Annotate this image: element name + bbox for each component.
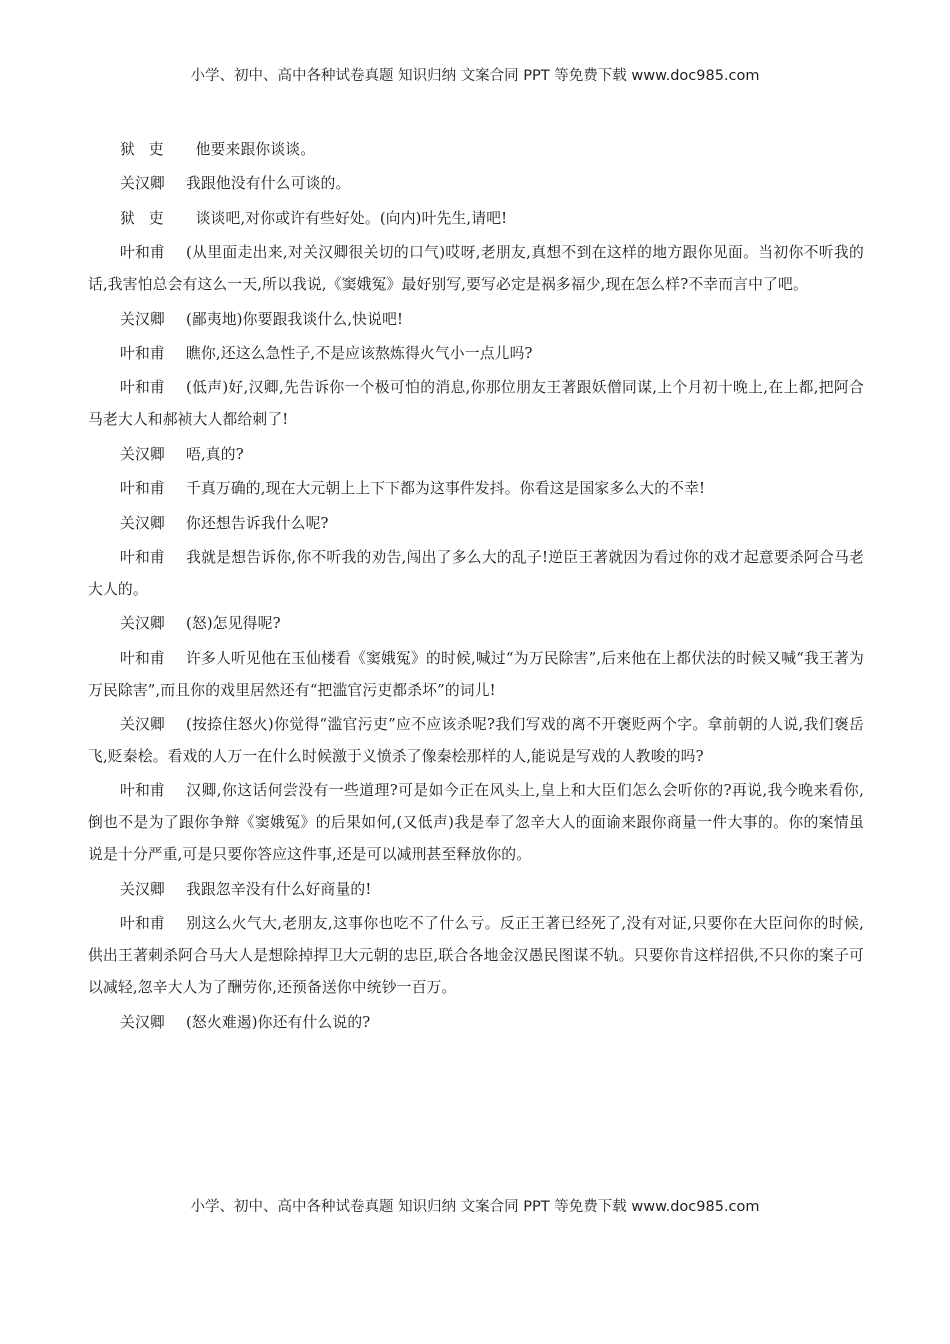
dialogue-text: 千真万确的,现在大元朝上上下下都为这事件发抖。你看这是国家多么大的不幸!	[186, 480, 706, 498]
dialogue-text: (怒)怎见得呢?	[186, 615, 281, 633]
speaker-name: 关汉卿	[120, 445, 165, 463]
speaker-name: 叶和甫	[120, 915, 165, 933]
speaker-name: 关汉卿	[120, 716, 165, 734]
dialogue-line	[88, 203, 864, 235]
speaker-name: 叶和甫	[120, 782, 165, 800]
dialogue-text: (鄙夷地)你要跟我谈什么,快说吧!	[186, 310, 404, 328]
dialogue-text: 瞧你,还这么急性子,不是应该熬炼得火气小一点儿吗?	[186, 344, 533, 362]
speaker-name: 关汉卿	[120, 175, 165, 193]
dialogue-line	[88, 908, 864, 1004]
speaker-name: 狱吏	[120, 209, 178, 227]
dialogue-line	[88, 608, 864, 640]
speaker-name: 狱吏	[120, 141, 178, 158]
dialogue-line	[88, 237, 864, 301]
dialogue-text: (从里面走出来,对关汉卿很关切的口气)哎呀,老朋友,真想不到在这样的地方跟你见面。当初你不听我的话,我害怕总会有这么一天,所以我说,《窦娥冤》最好别写,要写必定是祸多福少,现在怎么样?不幸而言中了吧。	[88, 244, 864, 294]
dialogue-text: 唔,真的?	[186, 445, 244, 463]
dialogue-line	[88, 874, 864, 906]
speaker-name: 叶和甫	[120, 379, 165, 397]
dialogue-text: 我跟他没有什么可谈的。	[186, 175, 351, 193]
page-header: 小学、初中、高中各种试卷真题 知识归纳 文案合同 PPT 等免费下载 www.doc985.com	[190, 68, 760, 84]
dialogue-line	[88, 304, 864, 336]
speaker-name: 关汉卿	[120, 880, 165, 898]
dialogue-text: 谈谈吧,对你或许有些好处。(向内)叶先生,请吧!	[195, 209, 508, 227]
speaker-name: 关汉卿	[120, 514, 165, 532]
dialogue-line	[88, 338, 864, 370]
speaker-name: 叶和甫	[120, 480, 165, 498]
dialogue-line	[88, 775, 864, 871]
dialogue-line	[88, 473, 864, 505]
speaker-name: 关汉卿	[120, 1013, 165, 1031]
speaker-name: 叶和甫	[120, 344, 165, 362]
dialogue-line	[88, 134, 864, 166]
dialogue-line	[88, 508, 864, 540]
dialogue-text: 我就是想告诉你,你不听我的劝告,闯出了多么大的乱子!逆臣王著就因为看过你的戏才起意要杀阿合马老大人的。	[88, 548, 864, 598]
speaker-name: 关汉卿	[120, 310, 165, 328]
dialogue-line	[88, 709, 864, 773]
script-dialogue	[88, 134, 864, 1041]
dialogue-text: (按捺住怒火)你觉得“滥官污吏”应不应该杀呢?我们写戏的离不开褒贬两个字。拿前朝的人说,我们褒岳飞,贬秦桧。看戏的人万一在什么时候激于义愤杀了像秦桧那样的人,能说是写戏的人教唆的吗?	[88, 716, 864, 766]
dialogue-text: 许多人听见他在玉仙楼看《窦娥冤》的时候,喊过“为万民除害”,后来他在上都伏法的时候又喊“我王著为万民除害”,而且你的戏里居然还有“把滥官污吏都杀坏”的词儿!	[88, 649, 864, 699]
speaker-name: 叶和甫	[120, 244, 165, 262]
dialogue-text: 汉卿,你这话何尝没有一些道理?可是如今正在风头上,皇上和大臣们怎么会听你的?再说,我今晚来看你,倒也不是为了跟你争辩《窦娥冤》的后果如何,(又低声)我是奉了忽辛大人的面谕来跟你商量一件大事的。你的案情虽说是十分严重,可是只要你答应这件事,还是可以减刑甚至释放你的。	[88, 782, 864, 864]
speaker-name: 叶和甫	[120, 649, 165, 667]
dialogue-line	[88, 643, 864, 707]
dialogue-line	[88, 1007, 864, 1039]
dialogue-text: 我跟忽辛没有什么好商量的!	[186, 880, 372, 898]
speaker-name: 关汉卿	[120, 615, 165, 633]
dialogue-text: (怒火难遏)你还有什么说的?	[186, 1013, 371, 1031]
dialogue-text: 你还想告诉我什么呢?	[186, 514, 329, 532]
dialogue-text: 别这么火气大,老朋友,这事你也吃不了什么亏。反正王著已经死了,没有对证,只要你在大臣问你的时候,供出王著刺杀阿合马大人是想除掉捍卫大元朝的忠臣,联合各地金汉愚民图谋不轨。只要你肯这样招供,不只你的案子可以减轻,忽辛大人为了酬劳你,还预备送你中统钞一百万。	[88, 915, 864, 997]
dialogue-line	[88, 439, 864, 471]
dialogue-line	[88, 168, 864, 200]
dialogue-text: 他要来跟你谈谈。	[195, 141, 316, 158]
page-footer: 小学、初中、高中各种试卷真题 知识归纳 文案合同 PPT 等免费下载 www.doc985.com	[190, 1199, 760, 1215]
dialogue-line	[88, 542, 864, 606]
speaker-name: 叶和甫	[120, 548, 165, 566]
dialogue-text: (低声)好,汉卿,先告诉你一个极可怕的消息,你那位朋友王著跟妖僧同谋,上个月初十晚上,在上都,把阿合马老大人和郝祯大人都给刺了!	[88, 379, 864, 429]
dialogue-line	[88, 372, 864, 436]
